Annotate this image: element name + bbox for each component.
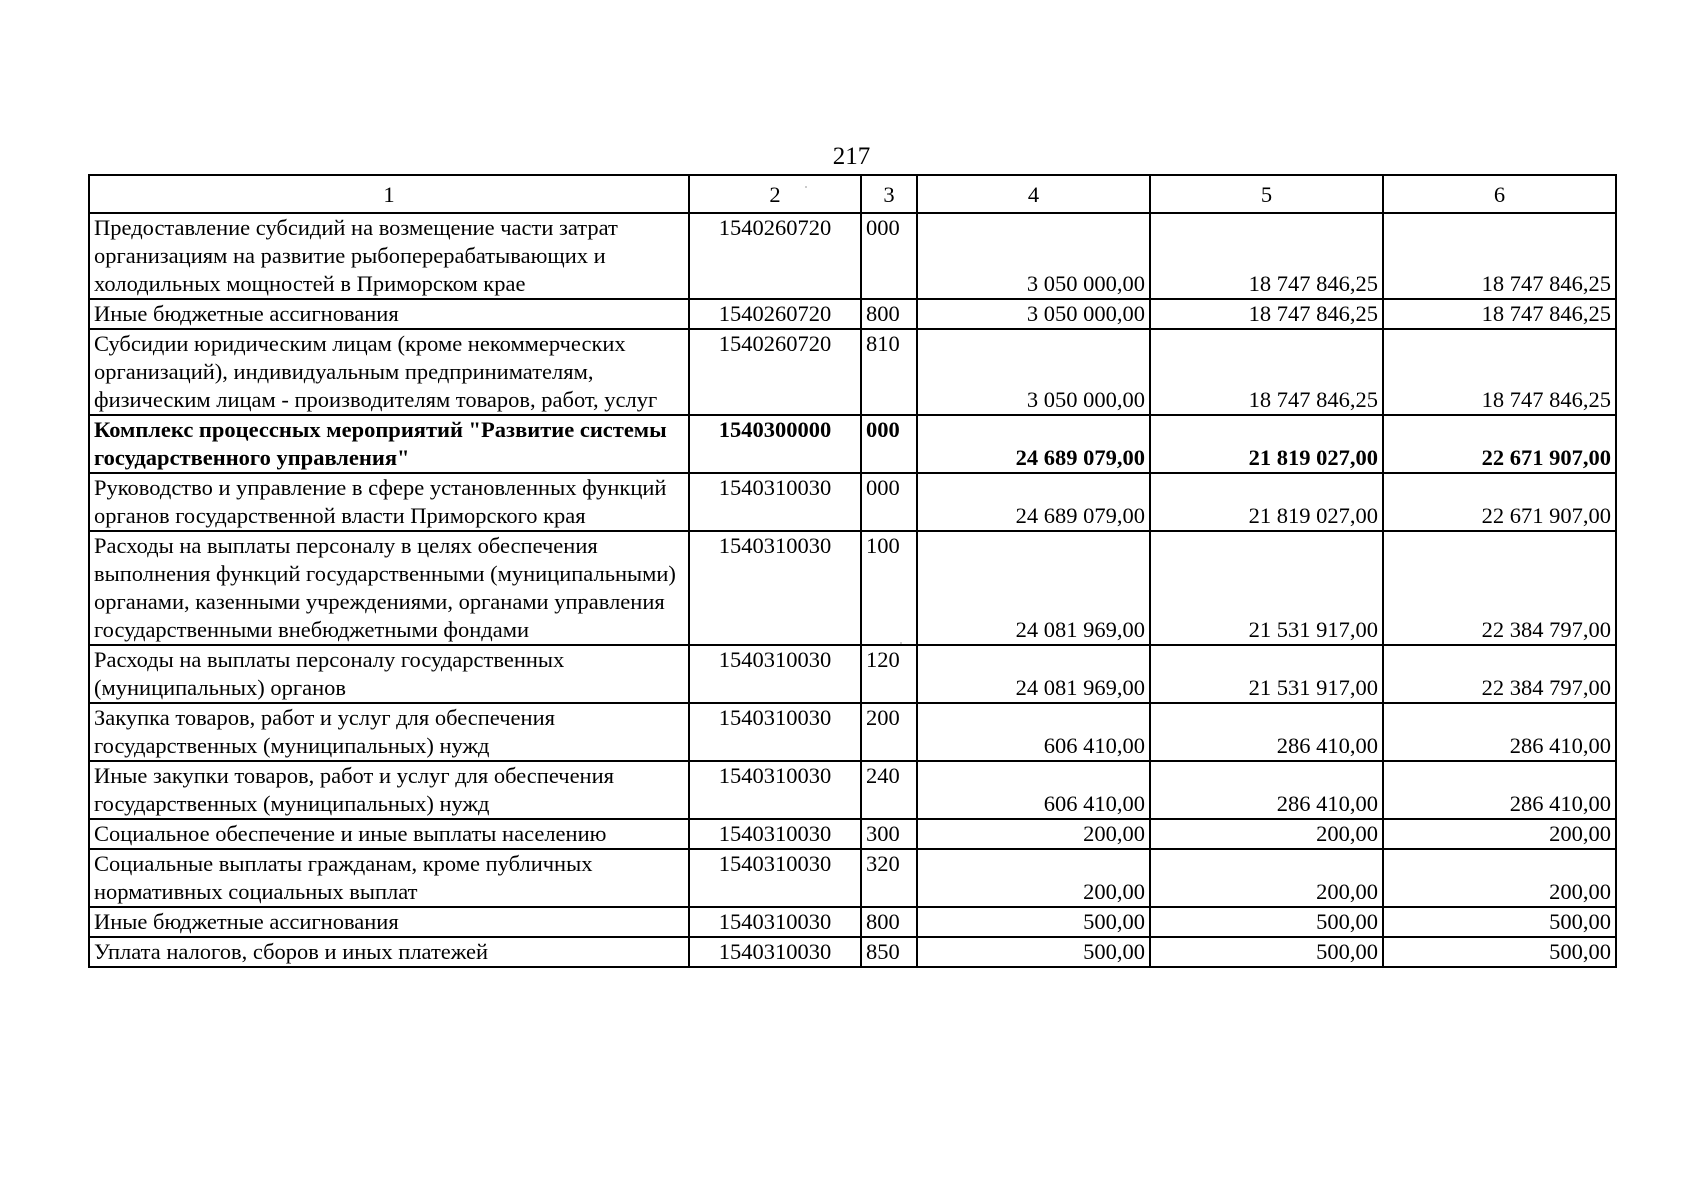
row-value-col5-cell: 200,00 — [1150, 819, 1383, 849]
row-value-col5-cell: 21 531 917,00 — [1150, 645, 1383, 703]
table-row — [89, 473, 1616, 531]
scan-speck — [900, 642, 902, 644]
row-value-col5-cell: 286 410,00 — [1150, 761, 1383, 819]
row-type-cell: 000 — [861, 415, 917, 473]
row-name-cell: Расходы на выплаты персоналу государственных (муниципальных) органов — [89, 645, 689, 703]
column-header-4: 4 — [917, 175, 1150, 213]
table-row — [89, 849, 1616, 907]
row-value-col6-cell: 286 410,00 — [1383, 761, 1616, 819]
row-value-col4-cell: 3 050 000,00 — [917, 213, 1150, 299]
row-code-cell: 1540260720 — [689, 299, 861, 329]
row-type-cell: 120 — [861, 645, 917, 703]
row-name-cell: Социальное обеспечение и иные выплаты населению — [89, 819, 689, 849]
table-header-row — [89, 175, 1616, 213]
row-value-col5-cell: 21 531 917,00 — [1150, 531, 1383, 645]
row-code-cell: 1540310030 — [689, 907, 861, 937]
row-name-cell: Комплекс процессных мероприятий "Развитие системы государственного управления" — [89, 415, 689, 473]
row-type-cell: 850 — [861, 937, 917, 967]
row-value-col6-cell: 200,00 — [1383, 849, 1616, 907]
row-value-col6-cell: 500,00 — [1383, 907, 1616, 937]
budget-table — [88, 174, 1617, 968]
table-row — [89, 645, 1616, 703]
row-value-col5-cell: 286 410,00 — [1150, 703, 1383, 761]
row-value-col4-cell: 200,00 — [917, 819, 1150, 849]
row-type-cell: 240 — [861, 761, 917, 819]
page-number: 217 — [832, 143, 871, 170]
row-value-col6-cell: 22 384 797,00 — [1383, 645, 1616, 703]
table-row — [89, 937, 1616, 967]
table-row — [89, 213, 1616, 299]
row-value-col5-cell: 21 819 027,00 — [1150, 473, 1383, 531]
row-name-cell: Субсидии юридическим лицам (кроме некоммерческих организаций), индивидуальным предпринимателям, физическим лицам - производителям товаров, работ, услуг — [89, 329, 689, 415]
row-name-cell: Расходы на выплаты персоналу в целях обеспечения выполнения функций государственными (муниципальными) органами, казенными учреждениями, органами управления государственными внебюджетными фондами — [89, 531, 689, 645]
row-value-col4-cell: 24 689 079,00 — [917, 473, 1150, 531]
row-value-col4-cell: 606 410,00 — [917, 761, 1150, 819]
row-value-col4-cell: 500,00 — [917, 937, 1150, 967]
row-type-cell: 000 — [861, 213, 917, 299]
row-value-col4-cell: 24 081 969,00 — [917, 531, 1150, 645]
row-value-col6-cell: 18 747 846,25 — [1383, 299, 1616, 329]
row-value-col4-cell: 606 410,00 — [917, 703, 1150, 761]
row-value-col4-cell: 24 081 969,00 — [917, 645, 1150, 703]
row-value-col6-cell: 286 410,00 — [1383, 703, 1616, 761]
row-code-cell: 1540310030 — [689, 703, 861, 761]
row-type-cell: 800 — [861, 907, 917, 937]
row-value-col6-cell: 500,00 — [1383, 937, 1616, 967]
row-type-cell: 000 — [861, 473, 917, 531]
row-name-cell: Социальные выплаты гражданам, кроме публичных нормативных социальных выплат — [89, 849, 689, 907]
column-header-5: 5 — [1150, 175, 1383, 213]
row-value-col5-cell: 18 747 846,25 — [1150, 299, 1383, 329]
table-row — [89, 329, 1616, 415]
row-name-cell: Иные закупки товаров, работ и услуг для обеспечения государственных (муниципальных) нужд — [89, 761, 689, 819]
row-type-cell: 800 — [861, 299, 917, 329]
row-code-cell: 1540310030 — [689, 937, 861, 967]
row-type-cell: 300 — [861, 819, 917, 849]
row-value-col6-cell: 22 671 907,00 — [1383, 415, 1616, 473]
row-code-cell: 1540310030 — [689, 645, 861, 703]
table-row — [89, 531, 1616, 645]
row-value-col6-cell: 18 747 846,25 — [1383, 329, 1616, 415]
row-name-cell: Закупка товаров, работ и услуг для обеспечения государственных (муниципальных) нужд — [89, 703, 689, 761]
row-value-col4-cell: 3 050 000,00 — [917, 329, 1150, 415]
table-row — [89, 907, 1616, 937]
row-code-cell: 1540260720 — [689, 329, 861, 415]
row-type-cell: 200 — [861, 703, 917, 761]
row-name-cell: Уплата налогов, сборов и иных платежей — [89, 937, 689, 967]
row-value-col5-cell: 500,00 — [1150, 937, 1383, 967]
row-type-cell: 810 — [861, 329, 917, 415]
row-code-cell: 1540310030 — [689, 819, 861, 849]
row-value-col6-cell: 200,00 — [1383, 819, 1616, 849]
row-code-cell: 1540310030 — [689, 473, 861, 531]
row-value-col6-cell: 18 747 846,25 — [1383, 213, 1616, 299]
row-value-col5-cell: 18 747 846,25 — [1150, 329, 1383, 415]
row-value-col5-cell: 200,00 — [1150, 849, 1383, 907]
row-value-col5-cell: 21 819 027,00 — [1150, 415, 1383, 473]
row-value-col6-cell: 22 671 907,00 — [1383, 473, 1616, 531]
column-header-3: 3 — [861, 175, 917, 213]
row-value-col4-cell: 3 050 000,00 — [917, 299, 1150, 329]
row-type-cell: 320 — [861, 849, 917, 907]
row-value-col5-cell: 18 747 846,25 — [1150, 213, 1383, 299]
row-value-col4-cell: 500,00 — [917, 907, 1150, 937]
row-name-cell: Руководство и управление в сфере установленных функций органов государственной власти Приморского края — [89, 473, 689, 531]
row-name-cell: Предоставление субсидий на возмещение части затрат организациям на развитие рыбоперерабатывающих и холодильных мощностей в Приморском крае — [89, 213, 689, 299]
row-code-cell: 1540310030 — [689, 531, 861, 645]
column-header-1: 1 — [89, 175, 689, 213]
row-code-cell: 1540310030 — [689, 761, 861, 819]
table-row — [89, 703, 1616, 761]
row-value-col6-cell: 22 384 797,00 — [1383, 531, 1616, 645]
column-header-6: 6 — [1383, 175, 1616, 213]
row-name-cell: Иные бюджетные ассигнования — [89, 907, 689, 937]
row-code-cell: 1540310030 — [689, 849, 861, 907]
row-type-cell: 100 — [861, 531, 917, 645]
scan-speck — [805, 186, 807, 188]
row-name-cell: Иные бюджетные ассигнования — [89, 299, 689, 329]
row-value-col4-cell: 24 689 079,00 — [917, 415, 1150, 473]
row-code-cell: 1540260720 — [689, 213, 861, 299]
table-row — [89, 819, 1616, 849]
row-value-col4-cell: 200,00 — [917, 849, 1150, 907]
row-value-col5-cell: 500,00 — [1150, 907, 1383, 937]
row-code-cell: 1540300000 — [689, 415, 861, 473]
table-row — [89, 415, 1616, 473]
column-header-2: 2 — [689, 175, 861, 213]
table-row — [89, 761, 1616, 819]
table-row — [89, 299, 1616, 329]
